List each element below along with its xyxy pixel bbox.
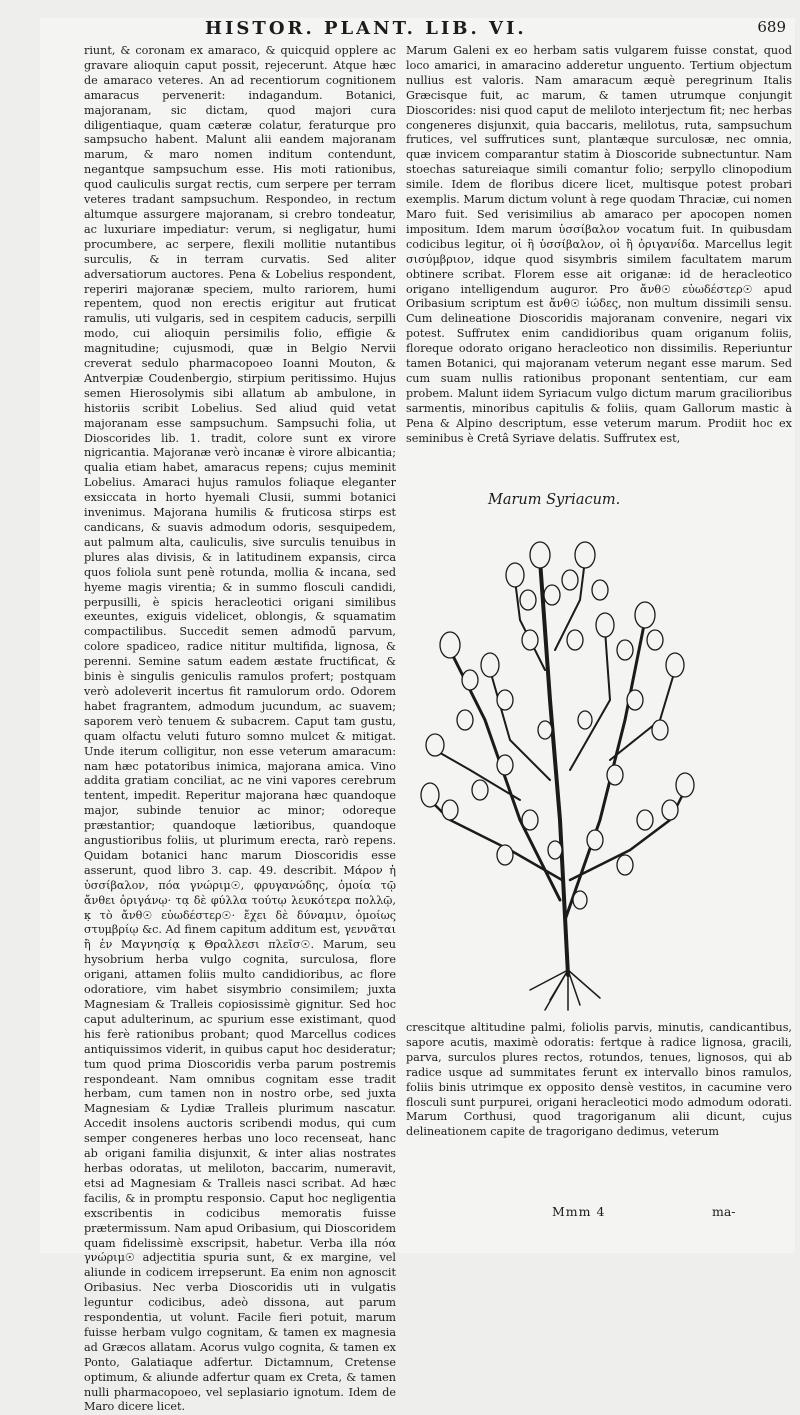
plant-woodcut-illustration	[410, 520, 700, 1015]
right-text-column-bottom	[406, 1021, 792, 1201]
running-title: HISTOR. PLANT. LIB. VI.	[205, 18, 527, 39]
right-column-bottom-text: crescitque altitudine palmi, foliolis parvis, minutis, candicantibus, sapore acutis, maximè odoratis: fertque à radice lignosa, gracili, parva, surculos plures rectos, rotundos, tenues, lignosos, qui ab radice usque ad summitates ferunt ex intervallo binos ramulos, foliis binis utrimque ex opposito densè vestitos, in cacumine vero flosculi sunt purpurei, origani heracleotici modo admodum odorati. Marum Corthusi, quod tragoriganum alii dicunt, cujus delineationem capite de tragorigano dedimus, veterum	[406, 1021, 792, 1139]
page-number: 689	[757, 18, 786, 36]
signature-mark: Mmm 4	[552, 1204, 606, 1219]
catchword: ma-	[712, 1204, 736, 1219]
right-text-column-top	[406, 44, 792, 486]
left-text-column	[84, 44, 396, 1414]
right-column-top-text: Marum Galeni ex eo herbam satis vulgarem fuisse constat, quod loco amarici, in amaracino adderetur unguento. Tertium objectum nullius est valoris. Nam amaracum æquè peregrinum Italis Græcisque fuit, ac marum, & tamen utrumque conjungit Dioscorides: nisi quod caput de meliloto interjectum fit; nec herbas congeneres disjunxit, quia baccaris, melilotus, ruta, sampsuchum frutices, vel suffrutices sunt, plantæque surculosæ, nec omnia, quæ invicem comparantur statim à Dioscoride subnectuntur. Nam stoechas satureiaque simili comantur folio; serpyllo clinopodium simile. Idem de floribus dicere licet, multisque potest probari exemplis. Marum dictum volunt à rege quodam Thraciæ, cui nomen Maro fuit. Sed verisimilius ab amaraco per apocopen nomen impositum. Idem marum ὑσσίβαλον vocatum fuit. In quibusdam codicibus legitur, οἱ ἢ ὑσσίβαλον, οἱ ἢ ὀριγανίδα. Marcellus legit σισύμβριον, idque quod sisymbris similem facultatem marum obtinere scribat. Florem esse ait origanæ: id de heracleotico origano intelligendum auguror. Pro ἄνθ☉ εὐωδέστερ☉ apud Oribasium scriptum est ἄνθ☉ ἰώδες, non multum dissimili sensu. Cum delineatione Dioscoridis majoranam convenire, negari vix potest. Suffrutex enim candidioribus quam origanum foliis, floreque odorato origano heracleotico non dissimilis. Reperiuntur tamen Botanici, qui majoranam veterum negant esse marum. Sed cum suam nullis rationibus proponant sententiam, cur eam probem. Malunt iidem Syriacum vulgo dictum marum gracilioribus sarmentis, minoribus capitulis & foliis, quam Gallorum mastic à Pena & Alpino descriptum, esse veterum marum. Prodiit hoc ex seminibus è Cretâ Syriave delatis. Suffrutex est,	[406, 44, 792, 445]
left-column-text: riunt, & coronam ex amaraco, & quicquid opplere ac gravare alioquin caput possit, rejecerunt. Atque hæc de amaraco veteres. An ad recentiorum cognitionem amaracus pervenerit: indagandum. Botanici, majoranam, sic dictam, quod majori cura diligentiaque, quam cæteræ colatur, feraturque pro sampsucho habent. Malunt alii eandem majoranam marum, & maro nomen inditum contendunt, negantque sampsuchum esse. His moti rationibus, quod cauliculis surgat rectis, cum serpere per terram veteres tradant sampsuchum. Respondeo, in rectum altumque assurgere majoranam, si crebro tondeatur, ac luxuriare impediatur: verum, si negligatur, humi procumbere, ac serpere, flexili mollitie nutantibus surculis, & in terram curvatis. Sed aliter adversatiorum auctores. Pena & Lobelius respondent, reperiri majoranæ speciem, multo rariorem, humi repentem, quod non erectis erigitur aut fruticat ramulis, uti vulgaris, sed in cespitem caducis, serpilli modo, cui alioquin persimilis folio, effigie & magnitudine; cujusmodi, quæ in Belgio Nervii creverat sedulo pharmacopoeo Ioanni Mouton, & Antverpiæ Coudenbergio, stirpium peritissimo. Hujus semen Hierosolymis sibi allatum ab ambulone, in historiis scribit Lobelius. Sed aliud quid vetat majoranam esse sampsuchum. Sampsuchi folia, ut Dioscorides lib. 1. tradit, colore sunt ex virore nigricantia. Majoranæ verò incanæ è virore albicantia; qualia etiam habet, amaracus repens; cujus meminit Lobelius. Amaraci hujus ramulos foliaque eleganter exsiccata in horto hyemali Clusii, summi botanici invenimus. Majorana humilis & fruticosa stirps est candicans, & suavis admodum odoris, sesquipedem, aut palmum alta, cauliculis, sive surculis tenuibus in plures alas divisis, & in latitudinem expansis, circa quos foliola sunt penè rotunda, mollia & incana, sed hyeme magis virentia; & in summo flosculi candidi, perpusilli, è spicis heracleotici origani similibus exeuntes, exiguis videlicet, oblongis, & squamatim compactilibus. Succedit semen admodū parvum, colore spadiceo, radice nititur multifida, lignosa, & perenni. Semine satum eadem æstate fructificat, & binis è singulis geniculis ramulos profert; postquam verò adoleverit incertus fit ramulorum ordo. Odorem habet fragrantem, admodum jucundum, ac suavem; saporem verò tenuem & subacrem. Caput tam gustu, quam olfactu veluti futuro somno mulcet & mitigat. Unde iterum colligitur, non esse veterum amaracum: nam hæc potatoribus inimica, majorana amica. Vino addita gratiam conciliat, ac ne vini vapores cerebrum tentent, impedit. Reperitur majorana hæc quandoque major, subinde tenuior ac minor; odoreque præstantior; quandoque lætioribus, quandoque angustioribus foliis, ut plurimum erecta, rarò repens. Quidam botanici hanc marum Dioscoridis esse asserunt, quod libro 3. cap. 49. describit. Μάρον ἡ ὑσσίβαλον, πόα γνώριμ☉, φρυγανώδης, ὁμοία τῷ ἄνθει ὀριγάνῳ· τα̣ δὲ φύλλα τούτῳ λευκότερα πολλῷ, κ̣ τὸ ἄνθ☉ εὐωδέστερ☉· ἔχει δὲ δύναμιν, ὁμοίως στυμβρίῳ &c. Ad finem capitum additum est, γεννᾶται ἢ ἐν Μαγνησίᾳ κ̣ Θραλλεσι πλεῖσ☉. Marum, seu hysobrium herba vulgo cognita, surculosa, flore origani, attamen foliis multo candidioribus, ac flore odoratiore, vim habet sisymbrio consimilem; juxta Magnesiam & Tralleis copiosissimè gignitur. Sed hoc caput adulterinum, ac spurium esse existimant, quod his ferè rationibus probant; quod Marcellus codices antiquissimos viderit, in quibus caput hoc desideratur; tum quod prima Dioscoridis verba parum postremis respondeant. Nam omnibus cognitam esse tradit herbam, cum tamen non in nostro orbe, sed juxta Magnesiam & Lydiæ Tralleis plurimum nascatur. Accedit insolens auctoris scribendi modus, qui cum semper congeneres herbas uno loco recenseat, hanc ab origani familia disjunxit, & inter alias nostrates herbas odoratas, ut meliloton, baccarim, numeravit, etsi ad Magnesiam & Tralleis nasci scribat. Ad hæc facilis, & in promptu responsio. Caput hoc negligentia exscribentis in codicibus memoratis fuisse prætermissum. Nam apud Oribasium, qui Dioscoridem quam fidelissimè exscripsit, habetur. Verba illa πόα γνώριμ☉ adjectitia spuria sunt, & ex margine, vel aliunde in codicem irrepserunt. Ea enim non agnoscit Oribasius. Nec verba Dioscoridis uti in vulgatis leguntur codicibus, adeò dissona, aut parum respondentia, ut volunt. Facile fieri potuit, marum fuisse herbam vulgo cognitam, & tamen ex magnesia ad Græcos allatam. Acorus vulgo cognita, & tamen ex Ponto, Galatiaque adfertur. Dictamnum, Cretense optimum, & aliunde adfertur quam ex Creta, & tamen nulli pharmacopoeo, vel seplasiario ignotum. Idem de Maro dicere licet.	[84, 44, 396, 1414]
figure-caption: Marum Syriacum.	[488, 492, 621, 508]
